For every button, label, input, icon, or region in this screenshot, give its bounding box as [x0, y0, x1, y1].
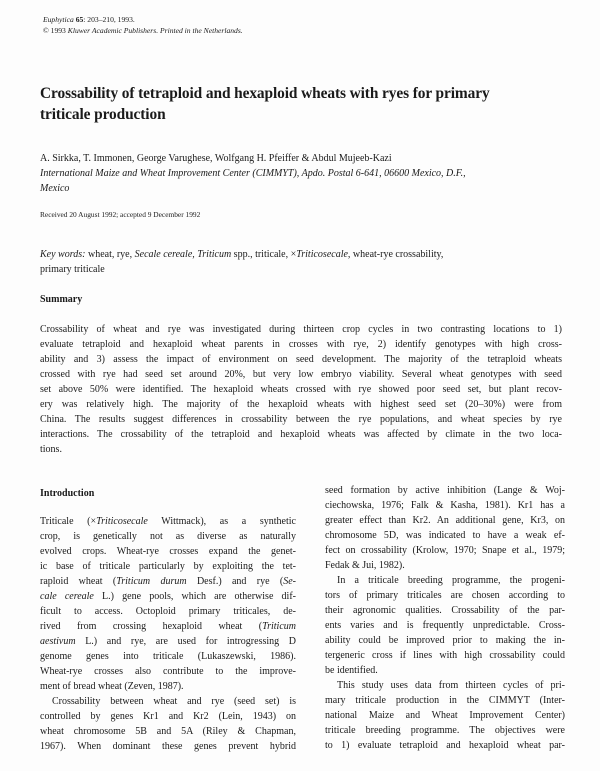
- paper-title: [40, 83, 490, 125]
- title-line: Crossability of tetraploid and hexaploid wheats with ryes for primary: [40, 85, 490, 102]
- summary-line: tions.: [40, 444, 62, 455]
- title-line: triticale production: [40, 106, 166, 123]
- body-line: ic base of triticale particularly by exploiting the tet-: [40, 561, 296, 572]
- summary-line: evaluate tetraploid and hexaploid wheat parents in crosses with rye, 2) identify genotypes with high cross-: [40, 339, 562, 350]
- body-line: their agronomic qualities. Crossability of the par-: [325, 605, 565, 616]
- body-line: wheat chromosome 5B and 5A (Riley & Chapman,: [40, 726, 296, 737]
- keywords-label: Key words:: [40, 249, 86, 260]
- body-line: In a triticale breeding programme, the progeni-: [337, 575, 565, 586]
- body-line: greater effect than Kr2. An additional gene, Kr3, on: [325, 515, 565, 526]
- body-line: evolved crops. Wheat-rye crosses expand the genet-: [40, 546, 296, 557]
- body-line: ficult to access. Octoploid primary triticales, de-: [40, 606, 296, 617]
- journal-pages: : 203–210, 1993.: [83, 15, 135, 24]
- keyword-text: primary triticale: [40, 264, 105, 275]
- body-line: Fedak & Jui, 1982).: [325, 560, 405, 571]
- affiliation-line: International Maize and Wheat Improvement Center (CIMMYT), Apdo. Postal 6-641, 06600 Mexico, D.F.,: [40, 168, 466, 179]
- keywords: [40, 247, 443, 277]
- body-line: Crossability between wheat and rye (seed set) is: [52, 696, 296, 707]
- summary-line: ery was relatively high. The majority of the hexaploid wheats with highest seed set (20–30%) were from: [40, 399, 562, 410]
- body-line: fect on crossability (Krolow, 1970; Snape et al., 1979;: [325, 545, 565, 556]
- received-dates: Received 20 August 1992; accepted 9 December 1992: [40, 210, 201, 219]
- keyword-text: wheat-rye crossability,: [350, 249, 444, 260]
- body-line: genome genes into triticale (Lukaszewski, 1986).: [40, 651, 296, 662]
- body-line: mary triticale production in the CIMMYT (Inter-: [325, 695, 565, 706]
- body-line: tors of primary triticales are chosen according to: [325, 590, 565, 601]
- keyword-text: Secale cereale, Triticum: [134, 249, 232, 260]
- summary-line: ability and 3) assess the impact of environment on seed development. The majority of the tetraploid wheats: [40, 354, 562, 365]
- body-line: chromosome 5D, was indicated to have a weak ef-: [325, 530, 565, 541]
- body-line: to 1) evaluate tetraploid and hexaploid wheat par-: [325, 740, 565, 751]
- summary-paragraph: [40, 322, 562, 457]
- copyright: © 1993: [43, 26, 66, 35]
- body-line: seed formation by active inhibition (Lange & Woj-: [325, 485, 565, 496]
- introduction-heading: Introduction: [40, 488, 95, 499]
- body-line: rived from crossing hexaploid wheat (Triticum: [40, 621, 296, 632]
- body-line: aestivum L.) and rye, are used for introgressing D: [40, 636, 296, 647]
- body-line: be identified.: [325, 665, 378, 676]
- summary-line: interactions. The crossability of the tetraploid and hexaploid wheats was affected by climate in the two loca-: [40, 429, 562, 440]
- body-line: Triticale (×Triticosecale Wittmack), as a synthetic: [40, 516, 296, 527]
- summary-line: Crossability of wheat and rye was investigated during thirteen crop cycles in two contrasting locations to 1): [40, 324, 562, 335]
- summary-heading: Summary: [40, 294, 83, 305]
- body-line: ents varies and is frequently unpredictable. Cross-: [325, 620, 565, 631]
- body-line: ment of bread wheat (Zeven, 1987).: [40, 681, 184, 692]
- body-line: triticale breeding programme. The objectives were: [325, 725, 565, 736]
- keyword-text: Triticosecale,: [296, 249, 351, 260]
- summary-line: set above 50% were identified. The hexaploid wheats crossed with rye showed poor seed set, but plant recov-: [40, 384, 562, 395]
- affiliation: [40, 166, 466, 196]
- summary-line: China. The results suggest differences in crossability between the rye populations, and wheat species by rye: [40, 414, 562, 425]
- body-line: raploid wheat (Triticum durum Desf.) and rye (Se-: [40, 576, 296, 587]
- body-line: Wheat-rye crosses also contribute to the improve-: [40, 666, 296, 677]
- introduction-right-column: [325, 483, 565, 753]
- publisher: Kluwer Academic Publishers. Printed in the Netherlands.: [67, 26, 243, 35]
- keyword-text: wheat, rye,: [85, 249, 135, 260]
- journal-citation: [43, 14, 243, 36]
- body-line: national Maize and Wheat Improvement Center): [325, 710, 565, 721]
- body-line: crop, is genetically not as diverse as naturally: [40, 531, 296, 542]
- affiliation-line: Mexico: [40, 183, 70, 194]
- body-line: controlled by genes Kr1 and Kr2 (Lein, 1943) on: [40, 711, 296, 722]
- body-line: ciechowska, 1976; Falk & Kasha, 1981). Kr1 has a: [325, 500, 565, 511]
- body-line: tergeneric cross if lines with high crossability could: [325, 650, 565, 661]
- keyword-text: spp., triticale, ×: [231, 249, 297, 260]
- summary-line: crossed with rye had seed set around 20%, but very low embryo viability. Several wheat genotypes with seed: [40, 369, 562, 380]
- journal-volume: 65: [75, 15, 84, 24]
- body-line: This study uses data from thirteen cycles of pri-: [337, 680, 565, 691]
- body-line: 1967). When dominant these genes prevent hybrid: [40, 741, 296, 752]
- body-line: ability could be improved prior to making the in-: [325, 635, 565, 646]
- journal-name: Euphytica: [43, 15, 74, 24]
- introduction-left-column: [40, 514, 296, 754]
- authors: A. Sirkka, T. Immonen, George Varughese, Wolfgang H. Pfeiffer & Abdul Mujeeb-Kazi: [40, 153, 392, 164]
- body-line: cale cereale L.) gene pools, which are otherwise dif-: [40, 591, 296, 602]
